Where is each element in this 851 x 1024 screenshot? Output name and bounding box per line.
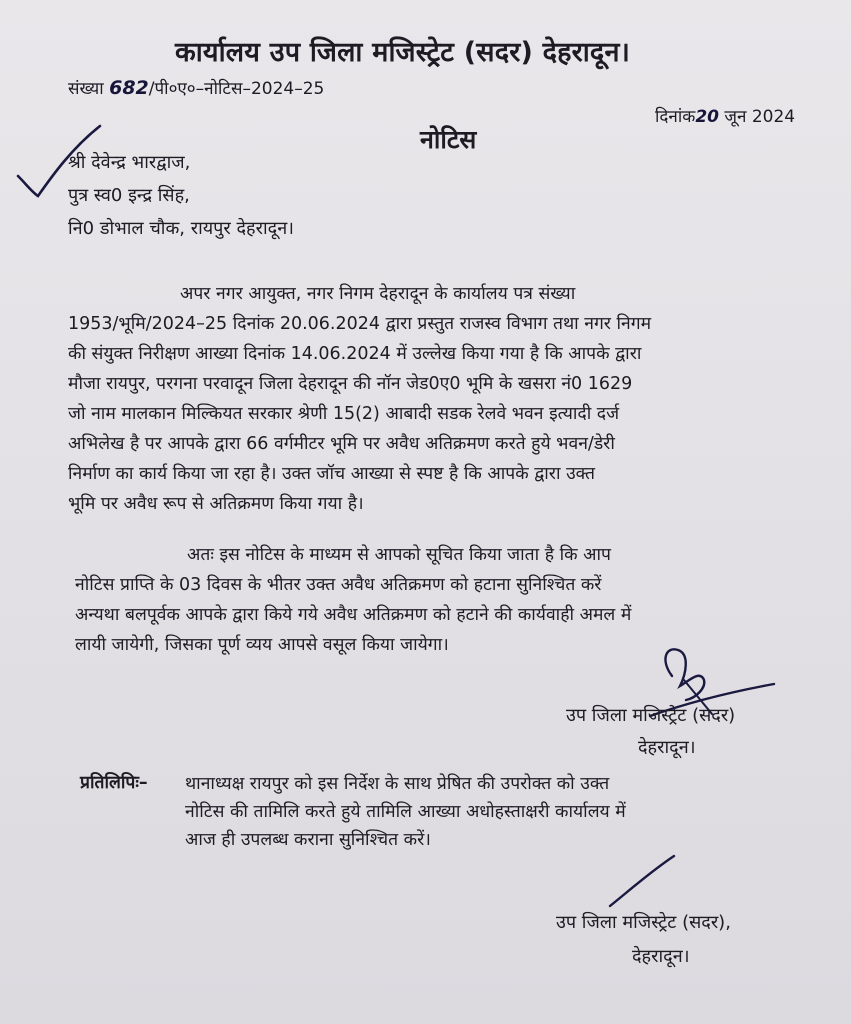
body-paragraph-1 (68, 279, 651, 519)
paragraph-line: लायी जायेगी, जिसका पूर्ण व्यय आपसे वसूल किया जायेगा। (75, 635, 449, 655)
paragraph-line: जो नाम मालकान मिल्कियत सरकार श्रेणी 15(2) आबादी सडक रेलवे भवन इत्यादी दर्ज (68, 404, 620, 424)
copy-to-line: आज ही उपलब्ध कराना सुनिश्चित करें। (185, 830, 431, 850)
signature-1-place: देहरादून। (638, 737, 696, 758)
reference-suffix: /पी०ए०–नोटिस–2024–25 (148, 79, 325, 99)
signature-1-designation: उप जिला मजिस्ट्रेट (सदर) (566, 705, 736, 726)
paragraph-line: की संयुक्त निरीक्षण आख्या दिनांक 14.06.2024 में उल्लेख किया गया है कि आपके द्वारा (68, 344, 642, 364)
date-prefix: दिनांक (655, 107, 696, 127)
paragraph-line: अतः इस नोटिस के माध्यम से आपको सूचित किया जाता है कि आप (187, 545, 611, 565)
signature-stroke-icon (600, 850, 680, 910)
paragraph-line: अभिलेख है पर आपके द्वारा 66 वर्गमीटर भूमि पर अवैध अतिक्रमण करते हुये भवन/डेरी (68, 434, 615, 454)
addressee-name: श्री देवेन्द्र भारद्वाज, (68, 152, 191, 173)
copy-to-line: नोटिस की तामिलि करते हुये तामिलि आख्या अधोहस्ताक्षरी कार्यालय में (185, 802, 626, 822)
date-suffix: जून 2024 (724, 107, 796, 127)
reference-handwritten-number: 682 (109, 77, 149, 99)
paragraph-line: भूमि पर अवैध रूप से अतिक्रमण किया गया है। (68, 494, 364, 514)
reference-prefix: संख्या (68, 79, 104, 99)
reference-number (68, 76, 324, 99)
signature-2-place: देहरादून। (632, 946, 690, 967)
date-handwritten-day: 20 (695, 107, 719, 127)
notice-date (655, 104, 795, 127)
body-paragraph-2 (75, 540, 631, 660)
paragraph-line: मौजा रायपुर, परगना परवादून जिला देहरादून की नॉन जेड0ए0 भूमि के खसरा नं0 1629 (68, 374, 633, 394)
addressee-parent: पुत्र स्व0 इन्द्र सिंह, (68, 185, 190, 206)
signature-2-designation: उप जिला मजिस्ट्रेट (सदर), (556, 912, 731, 933)
copy-to-label: प्रतिलिपिः– (80, 773, 148, 793)
copy-to-line: थानाध्यक्ष रायपुर को इस निर्देश के साथ प्रेषित की उपरोक्त को उक्त (185, 774, 610, 794)
copy-to-text (185, 770, 626, 854)
paragraph-line: नोटिस प्राप्ति के 03 दिवस के भीतर उक्त अवैध अतिक्रमण को हटाना सुनिश्चित करें (75, 575, 602, 595)
paragraph-line: अन्यथा बलपूर्वक आपके द्वारा किये गये अवैध अतिक्रमण को हटाने की कार्यवाही अमल में (75, 605, 632, 625)
addressee-address: नि0 डोभाल चौक, रायपुर देहरादून। (68, 218, 294, 239)
notice-heading: नोटिस (420, 125, 477, 154)
paragraph-line: अपर नगर आयुक्त, नगर निगम देहरादून के कार्यालय पत्र संख्या (180, 284, 576, 304)
office-title: कार्यालय उप जिला मजिस्ट्रेट (सदर) देहरादून। (175, 37, 631, 68)
paragraph-line: 1953/भूमि/2024–25 दिनांक 20.06.2024 द्वारा प्रस्तुत राजस्व विभाग तथा नगर निगम (68, 314, 652, 334)
paragraph-line: निर्माण का कार्य किया जा रहा है। उक्त जॉच आख्या से स्पष्ट है कि आपके द्वारा उक्त (68, 464, 596, 484)
